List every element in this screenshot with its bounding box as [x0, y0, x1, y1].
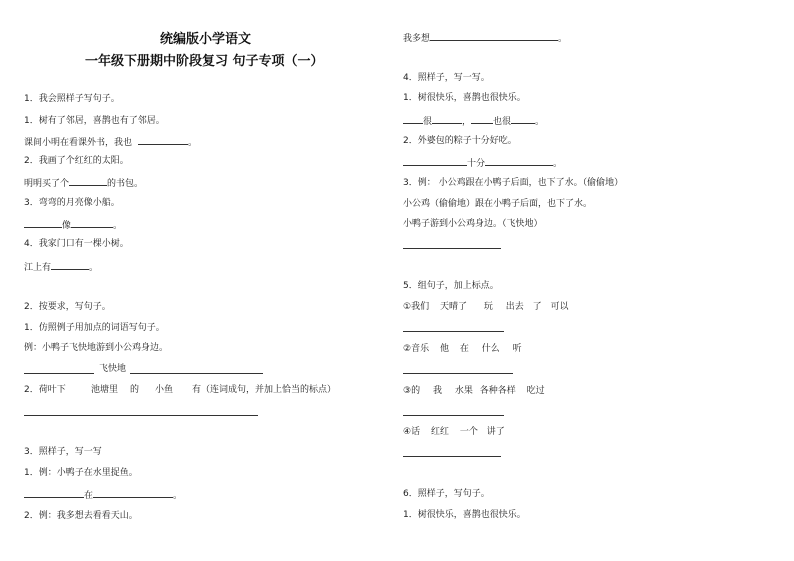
s5-word: 什么 — [481, 344, 500, 354]
s5-word: 红红 — [430, 427, 449, 437]
s1-q4-fill — [24, 260, 98, 274]
s4-q2-fill-text: 十分 — [467, 159, 486, 169]
s4-q2-example: 2．外婆包的粽子十分好吃。 — [403, 136, 517, 146]
answer-blank[interactable] — [24, 415, 258, 416]
answer-blank[interactable] — [51, 260, 89, 270]
answer-blank[interactable] — [403, 156, 467, 166]
s2-q1-word: 飞快地 — [99, 364, 127, 374]
s1-q2-fill-text: 明明买了个 — [24, 179, 70, 189]
s2-q2-word-2: 池塘里 — [91, 385, 119, 395]
s6-q1-example: 1．树很快乐，喜鹊也很快乐。 — [403, 510, 526, 520]
s4-q1-fill-text-c: 也很 — [493, 117, 512, 127]
answer-blank[interactable] — [138, 135, 188, 145]
section-2-heading: 2．按要求，写句子。 — [24, 302, 111, 312]
answer-blank[interactable] — [93, 488, 173, 498]
s1-q3-fill — [24, 218, 122, 232]
answer-blank[interactable] — [432, 114, 462, 124]
s1-q1-fill — [24, 135, 197, 149]
s4-q1-fill-text-b: ， — [462, 117, 472, 127]
s3-q2-example: 2．例：我多想去看看天山。 — [24, 511, 138, 521]
s4-q1-fill-text-a: 很 — [423, 117, 433, 127]
s5-item-2 — [403, 343, 522, 355]
s5-word: 我 — [432, 386, 442, 396]
answer-blank[interactable] — [430, 31, 558, 41]
section-6-heading: 6．照样子，写句子。 — [403, 489, 490, 499]
s1-q4-example: 4．我家门口有一棵小树。 — [24, 239, 129, 249]
s1-q4-fill-end: 。 — [89, 263, 99, 273]
s5-word: ①我们 — [403, 302, 430, 312]
answer-blank[interactable] — [471, 114, 493, 124]
s1-q3-fill-text: 像 — [62, 221, 72, 231]
s5-word: 玩 — [483, 302, 493, 312]
s5-word: 出去 — [505, 302, 524, 312]
s2-q2-word-3: 的 — [130, 385, 140, 395]
s5-word: 他 — [439, 344, 449, 354]
page-subtitle: 一年级下册期中阶段复习 句子专项（一） — [85, 54, 324, 69]
s4-q3-example: 3．例： 小公鸡跟在小鸭子后面，也下了水。（偷偷地） — [403, 178, 624, 188]
answer-blank[interactable] — [403, 456, 501, 457]
s5-word: 在 — [459, 344, 469, 354]
section-3-heading: 3．照样子，写一写 — [24, 447, 102, 457]
section-4-heading: 4．照样子，写一写。 — [403, 73, 490, 83]
s1-q3-example: 3．弯弯的月亮像小船。 — [24, 198, 120, 208]
s5-word: 吃过 — [526, 386, 545, 396]
s5-word: 可以 — [550, 302, 569, 312]
page-title: 统编版小学语文 — [160, 32, 252, 47]
answer-blank[interactable] — [511, 114, 535, 124]
s2-q2-word-5: 有（连词成句，并加上恰当的标点） — [192, 385, 337, 395]
answer-blank[interactable] — [403, 114, 423, 124]
s2-q1-prompt: 1．仿照例子用加点的词语写句子。 — [24, 323, 165, 333]
answer-blank[interactable] — [403, 331, 504, 332]
answer-blank[interactable] — [403, 415, 504, 416]
s4-q1-example: 1．树很快乐，喜鹊也很快乐。 — [403, 93, 526, 103]
s4-q1-fill-end: 。 — [535, 117, 545, 127]
s4-q2-fill — [403, 156, 562, 170]
s4-q3-sample: 小公鸡（偷偷地）跟在小鸭子后面，也下了水。 — [403, 199, 593, 209]
answer-blank[interactable] — [403, 248, 501, 249]
s1-q1-fill-end: 。 — [188, 138, 198, 148]
s4-q3-prompt: 小鸭子游到小公鸡身边。（飞快地） — [403, 219, 543, 229]
s3-q2-fill-end: 。 — [558, 34, 568, 44]
s1-q4-fill-text: 江上有 — [24, 263, 52, 273]
s5-item-4 — [403, 426, 505, 438]
s3-q1-fill-end: 。 — [173, 491, 183, 501]
answer-blank[interactable] — [130, 373, 263, 374]
answer-blank[interactable] — [403, 373, 513, 374]
s1-q2-fill — [24, 176, 143, 190]
answer-blank[interactable] — [71, 218, 113, 228]
s5-word: 水果 — [454, 386, 473, 396]
s4-q1-fill — [403, 114, 544, 128]
s2-q2-word-1: 2．荷叶下 — [24, 385, 66, 395]
s1-q2-fill-text-b: 的书包。 — [107, 179, 144, 189]
s1-q2-example: 2．我画了个红红的太阳。 — [24, 156, 129, 166]
s5-word: 了 — [532, 302, 542, 312]
answer-blank[interactable] — [24, 373, 94, 374]
s5-word: 一个 — [459, 427, 478, 437]
s5-word: ④话 — [403, 427, 421, 437]
s3-q1-fill — [24, 488, 182, 502]
s5-word: ②音乐 — [403, 344, 430, 354]
section-5-heading: 5．组句子，加上标点。 — [403, 281, 499, 291]
s2-q2-word-4: 小鱼 — [155, 385, 174, 395]
s5-word: 各种各样 — [479, 386, 516, 396]
s3-q1-example: 1．例：小鸭子在水里捉鱼。 — [24, 468, 138, 478]
s3-q2-fill — [403, 31, 567, 45]
s5-item-1 — [403, 301, 569, 313]
s2-q1-example: 例：小鸭子飞快地游到小公鸡身边。 — [24, 343, 169, 353]
s3-q2-fill-text: 我多想 — [403, 34, 431, 44]
answer-blank[interactable] — [69, 176, 107, 186]
s1-q1-example: 1．树有了邻居，喜鹊也有了邻居。 — [24, 116, 165, 126]
s5-word: ③的 — [403, 386, 421, 396]
s5-item-3 — [403, 385, 545, 397]
s1-q3-fill-end: 。 — [113, 221, 123, 231]
answer-blank[interactable] — [485, 156, 553, 166]
answer-blank[interactable] — [24, 488, 84, 498]
s3-q1-fill-text: 在 — [84, 491, 94, 501]
section-1-heading: 1．我会照样子写句子。 — [24, 94, 120, 104]
answer-blank[interactable] — [24, 218, 62, 228]
s1-q1-fill-text: 课间小明在看课外书，我也 — [24, 138, 133, 148]
s5-word: 讲了 — [486, 427, 505, 437]
s5-word: 听 — [512, 344, 522, 354]
s4-q2-fill-end: 。 — [553, 159, 563, 169]
s5-word: 天晴了 — [439, 302, 467, 312]
